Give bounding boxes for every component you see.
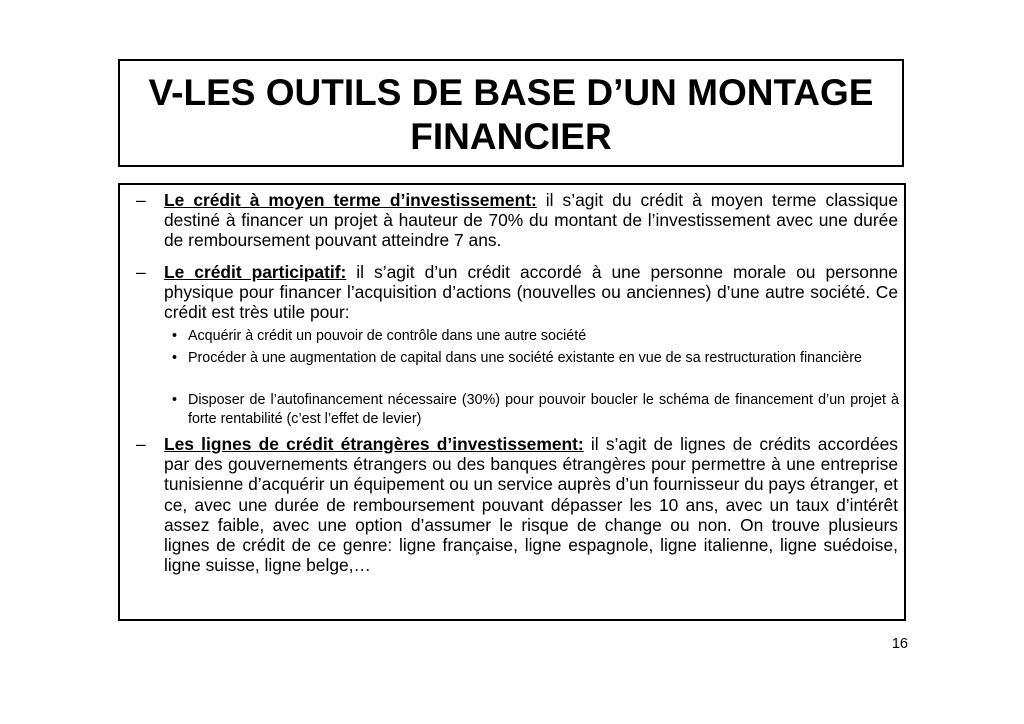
slide-content-box <box>118 183 906 621</box>
dash-marker: – <box>136 262 146 282</box>
sub-item-text: Procéder à une augmentation de capital dans une société existante en vue de sa restructuration financière <box>188 350 862 366</box>
item-heading: Les lignes de crédit étrangères d’investissement: <box>164 434 584 454</box>
sub-item-text: Acquérir à crédit un pouvoir de contrôle dans une autre société <box>188 328 587 344</box>
bullet-marker: • <box>172 392 178 408</box>
bullet-marker: • <box>172 328 178 344</box>
sub-item-controle <box>172 327 899 346</box>
list-item-credit-participatif <box>136 262 898 323</box>
list-item-lignes-credit-etrangeres <box>136 434 898 576</box>
item-text: il s’agit d’un crédit accordé à une personne morale ou personne physique pour financer l’acquisition d’actions (nouvelles ou anciennes) d’une autre société. Ce crédit est très utile pour: <box>164 262 898 323</box>
slide-title-box <box>118 59 904 167</box>
slide-title-line-1: V-LES OUTILS DE BASE D’UN MONTAGE <box>148 72 874 113</box>
slide-title-line-2: FINANCIER <box>410 116 612 157</box>
sub-item-text: Disposer de l’autofinancement nécessaire (30%) pour pouvoir boucler le schéma de financement d’un projet à forte rentabilité (c’est l’effet de levier) <box>188 392 899 427</box>
item-heading: Le crédit à moyen terme d’investissement: <box>164 190 537 210</box>
sub-item-augmentation-capital <box>172 349 899 368</box>
dash-marker: – <box>136 190 146 210</box>
list-item-credit-moyen-terme <box>136 190 899 251</box>
sub-item-autofinancement <box>172 391 899 428</box>
item-heading: Le crédit participatif: <box>164 262 347 282</box>
page-number: 16 <box>891 636 908 652</box>
item-text: il s’agit de lignes de crédits accordées par des gouvernements étrangers ou des banques étrangères pour permettre à une entreprise tunisienne d’acquérir un équipement ou un service auprès d’un fournisseur du pays étranger, et ce, avec une durée de remboursement pouvant dépasser les 10 ans, avec un taux d’intérêt assez faible, avec une option d’assumer le risque de change ou non. On trouve plusieurs lignes de crédit de ce genre: ligne française, ligne espagnole, ligne italienne, ligne suédoise, ligne suisse, ligne belge,… <box>164 434 898 576</box>
dash-marker: – <box>136 434 146 454</box>
item-text: il s’agit du crédit à moyen terme classique destiné à financer un projet à hauteur de 70% du montant de l’investissement avec une durée de remboursement pouvant atteindre 7 ans. <box>164 190 899 251</box>
bullet-marker: • <box>172 350 178 366</box>
